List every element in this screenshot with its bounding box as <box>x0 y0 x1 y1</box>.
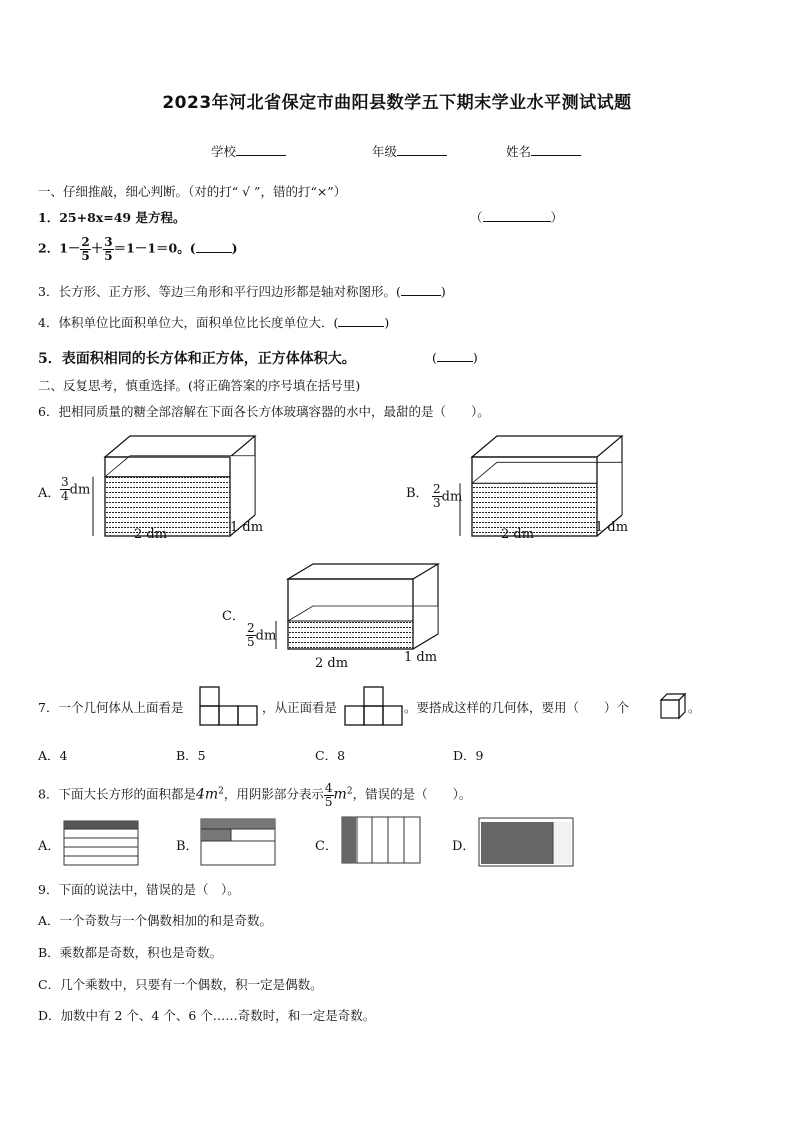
q6-a-water-front <box>105 477 230 536</box>
q6-c-frac-num: 2 <box>247 621 255 635</box>
q6-option-c-label[interactable]: C． <box>222 609 245 624</box>
q5-number: 5． <box>38 351 62 367</box>
question-1 <box>38 208 185 226</box>
q6-c-length: 2 dm <box>315 656 349 671</box>
q5-text: 表面积相同的长方体和正方体，正方体体积大。 <box>61 351 356 367</box>
q6-c-unit: dm <box>255 628 277 644</box>
q3-text: 长方形、正方形、等边三角形和平行四边形都是轴对称图形。( <box>58 284 401 299</box>
q1-text: 25+8x=49 是方程。 <box>59 210 186 225</box>
q3-close: ) <box>440 284 446 299</box>
q7-end: 。 <box>688 700 701 715</box>
q6-container-c <box>268 560 448 660</box>
q2-answer-blank[interactable] <box>196 252 232 253</box>
question-6: 6．把相同质量的糖全部溶解在下面各长方体玻璃容器的水中，最甜的是（ ）。 <box>38 404 490 419</box>
q6-b-water-front <box>472 483 597 536</box>
name-label: 姓名 <box>506 144 532 159</box>
q6-c-frac-den: 5 <box>247 634 255 649</box>
school-field[interactable] <box>211 142 286 160</box>
q8-figure-c <box>341 816 421 864</box>
q6-a-frac-num: 3 <box>61 475 69 489</box>
question-2 <box>38 236 238 262</box>
q8-post: ，错误的是（ ）。 <box>352 786 472 802</box>
q2-f1-den: 5 <box>81 248 90 263</box>
question-5 <box>38 348 356 368</box>
question-7 <box>38 698 183 716</box>
q6-b-frac-num: 2 <box>433 482 441 496</box>
q8-figure-b <box>200 818 276 866</box>
q2-mid: ＋ <box>90 240 104 256</box>
section2-heading: 二、反复思考，慎重选择。(将正确答案的序号填在括号里) <box>38 378 361 393</box>
q8-choice-b[interactable]: B． <box>176 839 199 854</box>
q2-number: 2． <box>38 240 60 256</box>
q4-number: 4． <box>38 315 59 330</box>
q8-frac-den: 5 <box>324 794 333 809</box>
q9-option-c[interactable]: C．几个乘数中，只要有一个偶数，积一定是偶数。 <box>38 977 323 992</box>
q6-a-length: 2 dm <box>134 527 168 542</box>
q7-choice-a[interactable]: A．4 <box>38 748 68 763</box>
q7-front-view-figure <box>344 686 404 726</box>
q6-c-fraction <box>246 622 256 648</box>
q2-f2-den: 5 <box>104 248 113 263</box>
q1-bracket-open: （ <box>470 210 483 225</box>
q5-open: ( <box>432 350 437 365</box>
q7-choice-c[interactable]: C．8 <box>315 748 346 763</box>
q8-pre: 8．下面大长方形的面积都是 <box>38 786 196 802</box>
question-9: 9．下面的说法中，错误的是（ ）。 <box>38 882 240 897</box>
q5-answer-bracket[interactable] <box>432 350 478 365</box>
q4-answer-blank[interactable] <box>338 326 384 327</box>
q8-frac-num: 4 <box>324 781 333 795</box>
grade-field[interactable] <box>372 142 447 160</box>
q1-bracket-close: ） <box>550 210 564 225</box>
q6-b-fraction <box>432 483 442 509</box>
q8-figure-d <box>478 817 574 867</box>
q6-a-fraction <box>60 476 70 502</box>
q6-b-unit: dm <box>441 489 463 505</box>
q9-option-d[interactable]: D．加数中有 2 个、4 个、6 个……奇数时，和一定是奇数。 <box>38 1008 376 1023</box>
q6-b-frac-den: 3 <box>433 495 441 510</box>
q7-post-text: 。要搭成这样的几何体，要用（ ）个 <box>404 700 630 715</box>
school-label: 学校 <box>211 144 237 159</box>
q4-close: ) <box>384 315 390 330</box>
q8-mid: ，用阴影部分表示 <box>223 786 324 802</box>
q2-fraction-2 <box>103 236 113 262</box>
q8-choice-c[interactable]: C． <box>315 839 338 854</box>
q6-b-width: 1 dm <box>595 520 629 535</box>
q2-post: ＝1－1＝0。( <box>113 240 196 256</box>
question-4 <box>38 313 389 331</box>
q6-c-water-front <box>288 621 413 649</box>
q4-text: 体积单位比面积单位大，面积单位比长度单位大．( <box>58 315 339 330</box>
grade-label: 年级 <box>372 144 398 159</box>
cube-icon <box>659 692 687 720</box>
q2-close: ) <box>231 240 238 256</box>
page-title: 2023年河北省保定市曲阳县数学五下期末学业水平测试试题 <box>162 93 632 113</box>
q6-a-frac-den: 4 <box>61 488 69 503</box>
q2-f2-num: 3 <box>104 235 113 249</box>
q7-top-view-figure <box>199 686 259 726</box>
q2-f1-num: 2 <box>81 235 90 249</box>
q3-number: 3． <box>38 284 59 299</box>
q6-a-unit: dm <box>69 482 91 498</box>
q7-choice-d[interactable]: D．9 <box>453 748 484 763</box>
q6-a-top-face <box>105 436 255 457</box>
q9-option-b[interactable]: B．乘数都是奇数，积也是奇数。 <box>38 945 223 960</box>
q5-close: ) <box>472 350 478 365</box>
question-3 <box>38 282 446 300</box>
q1-number: 1． <box>38 210 60 225</box>
name-field[interactable] <box>506 142 581 160</box>
q8-area-sup: 2 <box>218 786 224 797</box>
q8-unit: m <box>333 786 347 803</box>
q2-pre: 1－ <box>59 240 81 256</box>
question-8 <box>38 782 471 808</box>
q8-area: 4m <box>195 786 219 803</box>
q8-choice-a[interactable]: A． <box>38 839 61 854</box>
q8-figure-a <box>63 820 139 866</box>
q6-b-length: 2 dm <box>501 527 535 542</box>
q7-mid-text: ，从正面看是 <box>262 700 338 715</box>
q7-pre: 7．一个几何体从上面看是 <box>38 700 184 715</box>
q6-a-width: 1 dm <box>230 520 264 535</box>
q7-choice-b[interactable]: B．5 <box>176 748 206 763</box>
q9-option-a[interactable]: A．一个奇数与一个偶数相加的和是奇数。 <box>38 913 273 928</box>
q6-c-width: 1 dm <box>404 650 438 665</box>
q6-b-top-face <box>472 436 622 457</box>
q6-option-a-label[interactable]: A． <box>38 486 61 501</box>
q1-answer-bracket[interactable] <box>470 208 563 226</box>
q6-c-top-face <box>288 564 438 579</box>
q6-option-b-label[interactable]: B． <box>406 486 429 501</box>
q8-choice-d[interactable]: D． <box>452 839 476 854</box>
q8-fraction <box>324 782 334 808</box>
q2-fraction-1 <box>80 236 90 262</box>
q3-answer-blank[interactable] <box>401 295 441 296</box>
q8-unit-sup: 2 <box>346 786 353 797</box>
section1-heading: 一、仔细推敲，细心判断。（对的打“ √ ”，错的打“×”） <box>38 184 347 199</box>
